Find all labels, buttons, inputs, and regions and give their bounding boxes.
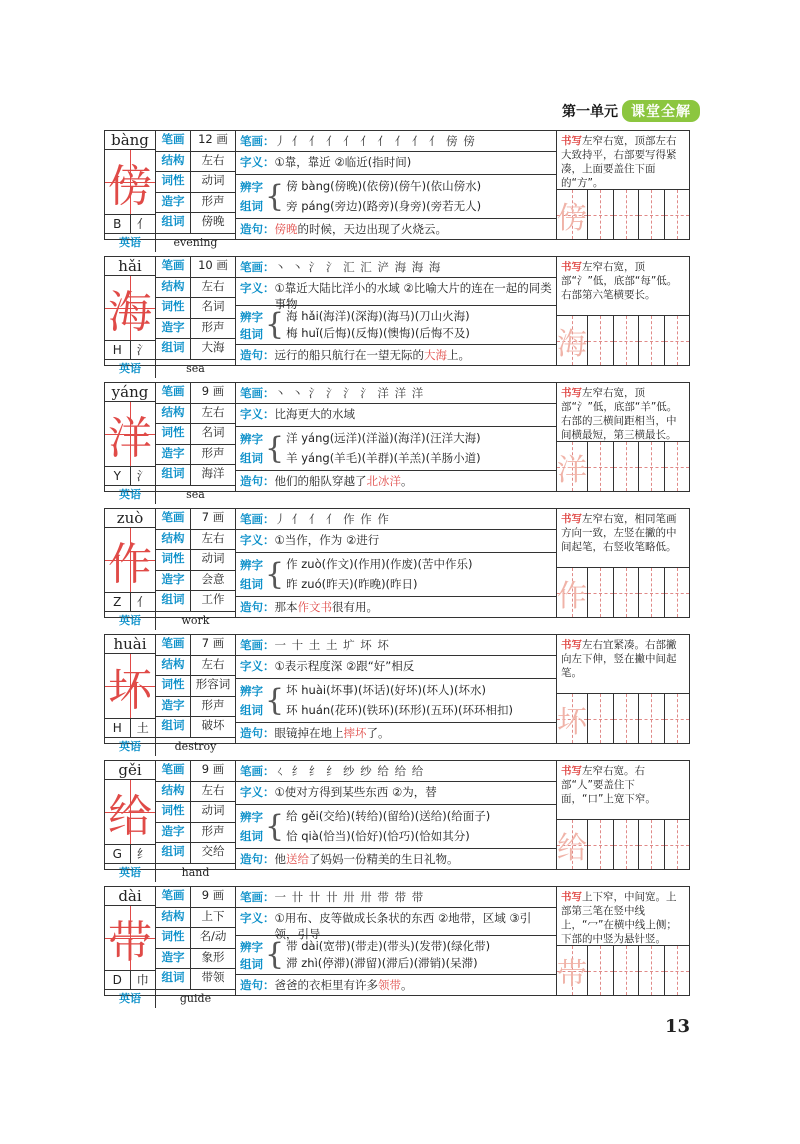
practice-cell[interactable]	[665, 190, 690, 239]
meaning-text: ①当作，作为 ②进行	[274, 533, 380, 547]
practice-cell-trace: 给	[557, 820, 588, 869]
english-label: 英语	[105, 612, 156, 630]
formation-label: 造字	[156, 697, 191, 717]
formation-label: 造字	[156, 445, 191, 465]
practice-grid	[557, 945, 689, 995]
practice-cell[interactable]	[588, 190, 614, 239]
stroke-order-label: 笔画	[240, 890, 263, 904]
english-label: 英语	[105, 864, 156, 882]
distinguish-line-2: 恰 qià(恰当)(恰好)(恰巧)(恰如其分)	[286, 828, 470, 843]
brace-icon: {	[265, 178, 285, 214]
distinguish-section	[236, 306, 556, 344]
practice-cell-trace: 带	[557, 946, 588, 995]
pos-label: 词性	[156, 928, 191, 948]
distinguish-label: 辨字	[240, 939, 263, 954]
structure-label: 结构	[156, 152, 191, 172]
distinguish-label: 辨字	[240, 809, 263, 824]
index-letter: G	[105, 845, 131, 863]
practice-cell-trace: 洋	[557, 442, 588, 491]
distinguish-line-1: 给 gěi(交给)(转给)(留给)(送给)(给面子)	[286, 809, 491, 824]
meaning-text: ①靠，靠近 ②临近(指时间)	[274, 155, 412, 169]
char-box	[105, 761, 156, 863]
compound-label: 组词	[240, 703, 263, 718]
unit-title: 第一单元	[562, 104, 618, 120]
structure-label: 结构	[156, 908, 191, 928]
sentence-label: 造句	[240, 600, 263, 614]
char-explanation-column: 笔画 ： 一 十 土 土 圹 坏 坏 字义 ： ①表示程度深 ②跟“好”相反 辨字 组词 { 坏 huài(坏事)(坏话)(好坏)(坏人)(坏水) 环 huán(花环)(铁环)(环形)(五环)(环环相扣) 造句 ： 眼镜掉在地上摔坏了。	[236, 635, 557, 743]
char-box	[105, 257, 156, 359]
char-info-column	[105, 887, 236, 1005]
write-label: 书写	[561, 387, 582, 399]
pos-value: 名词	[201, 299, 225, 314]
practice-cell[interactable]	[639, 190, 665, 239]
distinguish-line-1: 坏 huài(坏事)(坏话)(好坏)(坏人)(坏水)	[286, 683, 486, 698]
example-sentence: 他送给了妈妈一份精美的生日礼物。	[274, 852, 459, 866]
practice-cell[interactable]	[588, 316, 614, 365]
practice-grid	[557, 567, 689, 617]
char-explanation-column: 笔画 ： 丶 丶 氵 氵 汇 汇 浐 海 海 海 字义 ： ①靠近大陆比洋小的水域 ②比喻大片的连在一起的同类事物 辨字 组词 { 海 hǎi(海洋)(深海)(海马)(刀山火海) 梅 huǐ(后悔)(反悔)(懊悔)(后悔不及) 造句 ： 远行的船只航行在一望无际的大海上。	[236, 257, 557, 365]
stroke-order: 一 卄 卄 卄 卅 卅 带 带 带	[274, 890, 425, 904]
english-word: sea	[186, 362, 205, 375]
distinguish-label: 辨字	[240, 557, 263, 572]
radical: 土	[136, 721, 149, 735]
main-character: 给	[105, 780, 155, 844]
english-word: work	[181, 614, 210, 627]
stroke-order-label: 笔画	[240, 386, 263, 400]
example-sentence: 远行的船只航行在一望无际的大海上。	[274, 348, 470, 362]
formation-label: 造字	[156, 319, 191, 339]
character-card	[104, 130, 690, 249]
word-label: 组词	[156, 591, 191, 611]
index-letter: H	[105, 719, 131, 737]
english-label: 英语	[105, 360, 156, 378]
char-explanation-column: 笔画 ： 一 卄 卄 卄 卅 卅 带 带 带 字义 ： ①用布、皮等做成长条状的东西 ②地带，区域 ③引领，引导 辨字 组词 { 带 dài(宽带)(带走)(带头)(发带)(绿化带) 滞 zhì(停滞)(滞留)(滞后)(滞销)(呆滞) 造句 ： 爸爸的衣柜里有许多领带。	[236, 887, 557, 995]
char-box	[105, 509, 156, 611]
main-character: 海	[105, 276, 155, 340]
practice-cell[interactable]	[588, 820, 614, 869]
writing-column	[557, 509, 689, 617]
char-info-column	[105, 131, 236, 249]
char-properties	[156, 383, 235, 485]
structure-value: 左右	[201, 656, 225, 671]
character-card	[104, 382, 690, 501]
strokes-label: 笔画	[156, 131, 191, 151]
formation-value: 象形	[201, 949, 225, 964]
sentence-label: 造句	[240, 222, 263, 236]
write-label: 书写	[561, 261, 582, 273]
brace-icon: {	[265, 682, 285, 718]
pinyin: dài	[105, 887, 155, 906]
formation-value: 形声	[201, 697, 225, 712]
compound-label: 组词	[240, 326, 263, 341]
formation-value: 形声	[201, 319, 225, 334]
practice-cell[interactable]	[614, 946, 640, 995]
distinguish-section	[236, 175, 556, 218]
word-value: 海洋	[201, 466, 225, 481]
formation-value: 形声	[201, 193, 225, 208]
stroke-order: 丿 亻 亻 亻 作 作 作	[274, 512, 390, 526]
write-label: 书写	[561, 891, 582, 903]
compound-label: 组词	[240, 451, 263, 466]
stroke-order: 丶 丶 氵 氵 汇 汇 浐 海 海 海	[274, 260, 442, 274]
strokes-label: 笔画	[156, 761, 191, 781]
pinyin: hǎi	[105, 257, 155, 276]
brace-icon: {	[265, 307, 285, 342]
radical: 亻	[136, 217, 149, 231]
pos-label: 词性	[156, 172, 191, 192]
main-character: 傍	[105, 150, 155, 214]
stroke-count: 12 画	[198, 132, 228, 146]
practice-cell[interactable]	[614, 694, 640, 743]
char-explanation-column: 笔画 ： 丿 亻 亻 亻 亻 亻 亻 亻 亻 亻 傍 傍 字义 ： ①靠，靠近 ②临近(指时间) 辨字 组词 { 傍 bàng(傍晚)(依傍)(傍午)(依山傍水) 旁 páng(旁边)(路旁)(身旁)(旁若无人) 造句 ： 傍晚的时候，天边出现了火烧云。	[236, 131, 557, 239]
compound-label: 组词	[240, 829, 263, 844]
pos-label: 词性	[156, 298, 191, 318]
practice-cell[interactable]	[639, 694, 665, 743]
section-badge: 课堂全解	[622, 100, 700, 122]
practice-cell-trace: 海	[557, 316, 588, 365]
example-sentence: 眼镜掉在地上摔坏了。	[274, 726, 390, 740]
structure-value: 左右	[201, 152, 225, 167]
distinguish-line-1: 傍 bàng(傍晚)(依傍)(傍午)(依山傍水)	[286, 179, 482, 194]
page-number: 13	[664, 1016, 690, 1037]
char-properties	[156, 887, 235, 989]
stroke-order-label: 笔画	[240, 764, 263, 778]
structure-value: 左右	[201, 530, 225, 545]
index-letter: D	[105, 971, 131, 989]
radical: 纟	[136, 847, 149, 861]
english-label: 英语	[105, 234, 156, 252]
sentence-label: 造句	[240, 348, 263, 362]
pos-value: 名词	[201, 425, 225, 440]
radical: 亻	[136, 595, 149, 609]
brace-icon: {	[265, 937, 285, 972]
english-word: sea	[186, 488, 205, 501]
practice-cell[interactable]	[639, 946, 665, 995]
word-label: 组词	[156, 213, 191, 233]
practice-cell[interactable]	[665, 568, 690, 617]
distinguish-section	[236, 936, 556, 974]
char-box	[105, 383, 156, 485]
write-label: 书写	[561, 639, 582, 651]
writing-note: 书写左窄右宽，顶部“氵”低，底部“羊”低。右部的三横间距相当，中间横最短，第三横最长。	[561, 387, 678, 441]
word-label: 组词	[156, 339, 191, 359]
writing-note: 书写左右宜紧凑。右部撇向左下伸，竖在撇中间起笔。	[561, 639, 677, 679]
practice-cell[interactable]	[614, 316, 640, 365]
char-properties	[156, 131, 235, 233]
practice-cell[interactable]	[588, 694, 614, 743]
stroke-order: 丶 丶 氵 氵 氵 氵 洋 洋 洋	[274, 386, 425, 400]
pos-value: 形容词	[195, 677, 231, 692]
word-label: 组词	[156, 717, 191, 737]
distinguish-label: 辨字	[240, 683, 263, 698]
formation-label: 造字	[156, 193, 191, 213]
stroke-count: 9 画	[201, 384, 225, 398]
meaning-label: 字义	[240, 407, 263, 421]
sentence-label: 造句	[240, 978, 263, 992]
writing-note: 书写左窄右宽。右部“人”要盖住下面，“口”上宽下窄。	[561, 765, 656, 805]
example-sentence: 爸爸的衣柜里有许多领带。	[274, 978, 413, 992]
character-card	[104, 886, 690, 1005]
distinguish-section	[236, 553, 556, 596]
practice-cell[interactable]	[588, 568, 614, 617]
stroke-count: 10 画	[198, 258, 228, 272]
strokes-label: 笔画	[156, 635, 191, 655]
practice-cell[interactable]	[614, 568, 640, 617]
index-letter: Z	[105, 593, 131, 611]
english-word: evening	[173, 236, 218, 249]
word-value: 交给	[201, 844, 225, 859]
distinguish-section	[236, 427, 556, 470]
stroke-order-label: 笔画	[240, 512, 263, 526]
english-label: 英语	[105, 990, 156, 1008]
stroke-count: 9 画	[201, 762, 225, 776]
distinguish-line-2: 滞 zhì(停滞)(滞留)(滞后)(滞销)(呆滞)	[286, 956, 478, 970]
char-explanation-column: 笔画 ： ㄑ 纟 纟 纟 纱 纱 给 给 给 字义 ： ①使对方得到某些东西 ②为，替 辨字 组词 { 给 gěi(交给)(转给)(留给)(送给)(给面子) 恰 qià(恰当)(恰好)(恰巧)(恰如其分) 造句 ： 他送给了妈妈一份精美的生日礼物。	[236, 761, 557, 869]
char-properties	[156, 761, 235, 863]
word-value: 带领	[201, 970, 225, 985]
char-info-column	[105, 761, 236, 879]
meaning-text: ①用布、皮等做成长条状的东西 ②地带，区域 ③引领，引导	[274, 911, 532, 941]
practice-cell[interactable]	[665, 694, 690, 743]
main-character: 洋	[105, 402, 155, 466]
writing-column	[557, 887, 689, 995]
formation-value: 会意	[201, 571, 225, 586]
unit-header	[562, 100, 700, 122]
index-letter: B	[105, 215, 131, 233]
distinguish-label: 辨字	[240, 179, 263, 194]
practice-cell[interactable]	[665, 442, 690, 491]
strokes-label: 笔画	[156, 509, 191, 529]
structure-value: 左右	[201, 404, 225, 419]
radical: 巾	[136, 973, 149, 987]
main-character: 带	[105, 906, 155, 970]
english-word: guide	[179, 992, 212, 1005]
pos-label: 词性	[156, 802, 191, 822]
stroke-order: 一 十 土 土 圹 坏 坏	[274, 638, 390, 652]
distinguish-line-2: 昨 zuó(昨天)(昨晚)(昨日)	[286, 576, 418, 591]
structure-value: 左右	[201, 782, 225, 797]
pinyin: yáng	[105, 383, 155, 402]
stroke-order: 丿 亻 亻 亻 亻 亻 亻 亻 亻 亻 傍 傍	[274, 134, 476, 148]
distinguish-label: 辨字	[240, 309, 263, 324]
char-properties	[156, 257, 235, 359]
index-letter: H	[105, 341, 131, 359]
writing-note: 书写左窄右宽，顶部“氵”低，底部“每”低。右部第六笔横要长。	[561, 261, 678, 301]
stroke-count: 9 画	[201, 888, 225, 902]
sentence-label: 造句	[240, 726, 263, 740]
strokes-label: 笔画	[156, 383, 191, 403]
stroke-order: ㄑ 纟 纟 纟 纱 纱 给 给 给	[274, 764, 425, 778]
meaning-label: 字义	[240, 911, 263, 925]
meaning-label: 字义	[240, 659, 263, 673]
word-value: 工作	[201, 592, 225, 607]
word-value: 大海	[201, 340, 225, 355]
english-word: hand	[181, 866, 210, 879]
structure-label: 结构	[156, 530, 191, 550]
english-label: 英语	[105, 486, 156, 504]
pos-value: 动词	[201, 173, 225, 188]
structure-label: 结构	[156, 404, 191, 424]
char-explanation-column: 笔画 ： 丶 丶 氵 氵 氵 氵 洋 洋 洋 字义 ： 比海更大的水域 辨字 组词 { 洋 yáng(远洋)(洋溢)(海洋)(汪洋大海) 羊 yáng(羊毛)(羊群)(羊羔)(羊肠小道) 造句 ： 他们的船队穿越了北冰洋。	[236, 383, 557, 491]
char-box	[105, 635, 156, 737]
stroke-order-label: 笔画	[240, 260, 263, 274]
structure-label: 结构	[156, 278, 191, 298]
character-card	[104, 508, 690, 627]
distinguish-line-2: 羊 yáng(羊毛)(羊群)(羊羔)(羊肠小道)	[286, 450, 481, 465]
writing-column	[557, 635, 689, 743]
writing-column	[557, 257, 689, 365]
english-word: destroy	[174, 740, 217, 753]
writing-note: 书写左窄右宽，顶部左右大致持平，右部要写得紧凑，上面要盖住下面的“方”。	[561, 135, 677, 189]
meaning-label: 字义	[240, 281, 263, 295]
char-info-column	[105, 257, 236, 375]
practice-grid	[557, 819, 689, 869]
practice-cell[interactable]	[639, 568, 665, 617]
compound-label: 组词	[240, 577, 263, 592]
practice-cell[interactable]	[665, 946, 690, 995]
brace-icon: {	[265, 808, 285, 844]
practice-cell-trace: 傍	[557, 190, 588, 239]
practice-cell[interactable]	[614, 442, 640, 491]
word-label: 组词	[156, 969, 191, 989]
char-box	[105, 887, 156, 989]
distinguish-line-1: 带 dài(宽带)(带走)(带头)(发带)(绿化带)	[286, 939, 491, 953]
distinguish-section	[236, 805, 556, 848]
strokes-label: 笔画	[156, 887, 191, 907]
practice-cell[interactable]	[588, 946, 614, 995]
char-box	[105, 131, 156, 233]
structure-value: 左右	[201, 278, 225, 293]
char-explanation-column: 笔画 ： 丿 亻 亻 亻 作 作 作 字义 ： ①当作，作为 ②进行 辨字 组词 { 作 zuò(作文)(作用)(作废)(苦中作乐) 昨 zuó(昨天)(昨晚)(昨日) 造句 ： 那本作文书很有用。	[236, 509, 557, 617]
pos-value: 动词	[201, 551, 225, 566]
stroke-count: 7 画	[201, 636, 225, 650]
stroke-order-label: 笔画	[240, 638, 263, 652]
formation-label: 造字	[156, 823, 191, 843]
practice-grid	[557, 693, 689, 743]
pinyin: zuò	[105, 509, 155, 528]
formation-label: 造字	[156, 949, 191, 969]
pinyin: gěi	[105, 761, 155, 780]
sentence-label: 造句	[240, 474, 263, 488]
example-sentence: 傍晚的时候，天边出现了火烧云。	[274, 222, 447, 236]
write-label: 书写	[561, 135, 582, 147]
writing-column	[557, 131, 689, 239]
distinguish-line-1: 海 hǎi(海洋)(深海)(海马)(刀山火海)	[286, 309, 470, 323]
distinguish-line-2: 梅 huǐ(后悔)(反悔)(懊悔)(后悔不及)	[286, 326, 470, 340]
writing-column	[557, 761, 689, 869]
distinguish-line-1: 作 zuò(作文)(作用)(作废)(苦中作乐)	[286, 557, 473, 572]
distinguish-line-2: 环 huán(花环)(铁环)(环形)(五环)(环环相扣)	[286, 702, 514, 717]
pinyin: bàng	[105, 131, 155, 150]
formation-value: 形声	[201, 445, 225, 460]
practice-cell[interactable]	[639, 442, 665, 491]
word-label: 组词	[156, 843, 191, 863]
meaning-text: ①靠近大陆比洋小的水域 ②比喻大片的连在一起的同类事物	[274, 281, 552, 311]
stroke-order-label: 笔画	[240, 134, 263, 148]
character-card	[104, 760, 690, 879]
meaning-text: 比海更大的水域	[274, 407, 355, 421]
stroke-count: 7 画	[201, 510, 225, 524]
word-value: 傍晚	[201, 214, 225, 229]
strokes-label: 笔画	[156, 257, 191, 277]
writing-note: 书写上下窄，中间宽。上部第三笔在竖中线上，“冖”在横中线上侧；下部的中竖为悬针竖。	[561, 891, 677, 945]
char-properties	[156, 635, 235, 737]
meaning-text: ①使对方得到某些东西 ②为，替	[274, 785, 437, 799]
meaning-label: 字义	[240, 155, 263, 169]
practice-cell[interactable]	[665, 820, 690, 869]
char-properties	[156, 509, 235, 611]
compound-label: 组词	[240, 956, 263, 971]
practice-grid	[557, 441, 689, 491]
distinguish-label: 辨字	[240, 431, 263, 446]
practice-grid	[557, 315, 689, 365]
radical: 氵	[136, 343, 149, 357]
meaning-text: ①表示程度深 ②跟“好”相反	[274, 659, 415, 673]
practice-cell[interactable]	[614, 190, 640, 239]
example-sentence: 那本作文书很有用。	[274, 600, 378, 614]
index-letter: Y	[105, 467, 131, 485]
pos-label: 词性	[156, 424, 191, 444]
char-info-column	[105, 635, 236, 753]
english-label: 英语	[105, 738, 156, 756]
write-label: 书写	[561, 765, 582, 777]
pos-value: 动词	[201, 803, 225, 818]
meaning-label: 字义	[240, 533, 263, 547]
main-character: 作	[105, 528, 155, 592]
char-info-column	[105, 509, 236, 627]
radical: 氵	[136, 469, 149, 483]
character-card	[104, 256, 690, 375]
write-label: 书写	[561, 513, 582, 525]
writing-note: 书写左窄右宽，相同笔画方向一致，左竖在撇的中间起笔，右竖收笔略低。	[561, 513, 677, 553]
practice-cell[interactable]	[639, 316, 665, 365]
formation-value: 形声	[201, 823, 225, 838]
distinguish-line-2: 旁 páng(旁边)(路旁)(身旁)(旁若无人)	[286, 198, 482, 213]
pinyin: huài	[105, 635, 155, 654]
example-sentence: 他们的船队穿越了北冰洋。	[274, 474, 413, 488]
brace-icon: {	[265, 430, 285, 466]
word-label: 组词	[156, 465, 191, 485]
structure-label: 结构	[156, 656, 191, 676]
pos-value: 名/动	[199, 929, 227, 944]
structure-label: 结构	[156, 782, 191, 802]
practice-cell-trace: 坏	[557, 694, 588, 743]
practice-cell[interactable]	[639, 820, 665, 869]
pos-label: 词性	[156, 550, 191, 570]
main-character: 坏	[105, 654, 155, 718]
structure-value: 上下	[201, 908, 225, 923]
pos-label: 词性	[156, 676, 191, 696]
practice-grid	[557, 189, 689, 239]
compound-label: 组词	[240, 199, 263, 214]
sentence-label: 造句	[240, 852, 263, 866]
char-info-column	[105, 383, 236, 501]
practice-cell-trace: 作	[557, 568, 588, 617]
brace-icon: {	[265, 556, 285, 592]
meaning-label: 字义	[240, 785, 263, 799]
practice-cell[interactable]	[588, 442, 614, 491]
distinguish-section	[236, 679, 556, 722]
practice-cell[interactable]	[665, 316, 690, 365]
word-value: 破坏	[201, 718, 225, 733]
character-card	[104, 634, 690, 753]
formation-label: 造字	[156, 571, 191, 591]
writing-column	[557, 383, 689, 491]
distinguish-line-1: 洋 yáng(远洋)(洋溢)(海洋)(汪洋大海)	[286, 431, 481, 446]
practice-cell[interactable]	[614, 820, 640, 869]
